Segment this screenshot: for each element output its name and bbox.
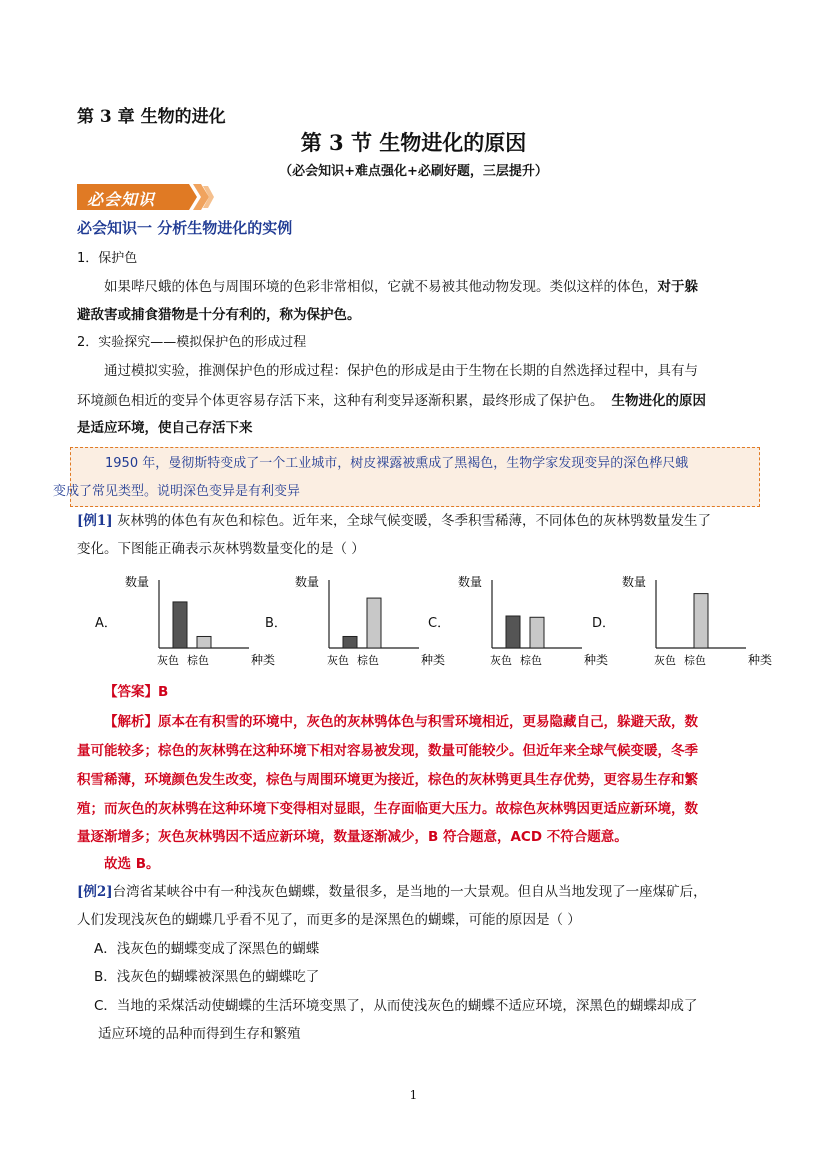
- bar-gray: [506, 616, 520, 648]
- category-label-gray: 灰色: [327, 654, 349, 667]
- bar-brown: [694, 594, 708, 648]
- chart-option-letter: B．: [265, 616, 287, 631]
- y-axis-label: 数量: [458, 575, 483, 589]
- answer-label: 【答案】: [104, 684, 158, 700]
- analysis-line2: 量可能较多；棕色的灰林鸮在这种环境下相对容易被发现，数量可能较少。但近年来全球气候变暖，冬季: [77, 743, 698, 759]
- example2-option-c-line1: C．当地的采煤活动使蝴蝶的生活环境变黑了，从而使浅灰色的蝴蝶不适应环境，深黑色的蝴蝶却成了: [94, 998, 698, 1014]
- section-title: 第 3 节 生物进化的原因: [300, 130, 527, 155]
- chart-option-letter: A．: [95, 616, 117, 631]
- category-label-brown: 棕色: [187, 654, 209, 667]
- analysis-label: 【解析】: [104, 714, 158, 730]
- subtitle: （必会知识+难点强化+必刷好题，三层提升）: [279, 164, 548, 179]
- callout-text: [53, 450, 751, 506]
- analysis-line5: 量逐渐增多；灰色灰林鸮因不适应新环境，数量逐渐减少，B 符合题意，ACD 不符合题意。: [77, 829, 628, 845]
- category-label-gray: 灰色: [654, 654, 676, 667]
- x-axis-label: 种类: [421, 653, 446, 667]
- callout-line1: 1950 年，曼彻斯特变成了一个工业城市，树皮裸露被熏成了黑褐色，生物学家发现变异的深色桦尺蛾: [105, 456, 689, 471]
- example2-label: [例2]: [77, 884, 113, 900]
- choose-answer: 故选 B。: [104, 856, 160, 872]
- example2-text1: 台湾省某峡谷中有一种浅灰色蝴蝶，数量很多，是当地的一大景观。但自从当地发现了一座煤矿后，: [112, 884, 707, 900]
- bar-gray: [343, 636, 357, 648]
- chart-option-letter: D．: [592, 616, 616, 631]
- callout-line2: 变成了常见类型。说明深色变异是有利变异: [53, 484, 301, 499]
- item2-line2: [77, 387, 706, 415]
- x-axis-label: 种类: [584, 653, 609, 667]
- chapter-heading: 第 3 章 生物的进化: [77, 107, 226, 127]
- bar-brown: [197, 636, 211, 648]
- category-label-gray: 灰色: [490, 654, 512, 667]
- knowledge-title: 必会知识一 分析生物进化的实例: [77, 219, 293, 237]
- chart-option-letter: C．: [428, 616, 451, 631]
- analysis-line1: [104, 708, 698, 736]
- analysis-text1: 原本在有积雪的环境中，灰色的灰林鸮体色与积雪环境相近，更易隐藏自己，躲避天敌，数: [158, 714, 698, 730]
- example1-line2: 变化。下图能正确表示灰林鸮数量变化的是（ ）: [77, 541, 365, 557]
- item2-line2-b: 生物进化的原因: [611, 393, 706, 409]
- item1-text-a: 如果哔尺蛾的体色与周围环境的色彩非常相似，它就不易被其他动物发现。类似这样的体色，: [104, 279, 658, 295]
- answer-value: B: [158, 684, 169, 700]
- item1-heading: 1．保护色: [77, 251, 138, 266]
- page-number: 1: [409, 1088, 418, 1102]
- bar-gray: [173, 602, 187, 648]
- x-axis-label: 种类: [748, 653, 773, 667]
- analysis-line3: 积雪稀薄，环境颜色发生改变，棕色与周围环境更为接近，棕色的灰林鸮更具生存优势，更容易生存和繁: [77, 772, 698, 788]
- answer-line: [104, 678, 168, 706]
- callout-box: [53, 447, 760, 507]
- item2-heading: 2．实验探究——模拟保护色的形成过程: [77, 335, 307, 350]
- bar-chart: [125, 570, 285, 670]
- example2-option-c-line2: 适应环境的品种而得到生存和繁殖: [98, 1026, 301, 1042]
- item2-line2-a: 环境颜色相近的变异个体更容易存活下来，这种有利变异逐渐积累，最终形成了保护色。: [77, 393, 604, 409]
- example2-line2: 人们发现浅灰色的蝴蝶几乎看不见了，而更多的是深黑色的蝴蝶，可能的原因是（ ）: [77, 912, 581, 928]
- y-axis-label: 数量: [295, 575, 320, 589]
- category-label-brown: 棕色: [520, 654, 542, 667]
- item2-line3: 是适应环境，使自己存活下来: [77, 420, 253, 436]
- item2-line1: 通过模拟实验，推测保护色的形成过程：保护色的形成是由于生物在长期的自然选择过程中，具有与: [104, 363, 698, 379]
- bar-brown: [367, 598, 381, 648]
- category-label-brown: 棕色: [684, 654, 706, 667]
- banner-label: 必会知识: [87, 190, 156, 209]
- example1-label: [例1]: [77, 513, 113, 529]
- example1-text1: 灰林鸮的体色有灰色和棕色。近年来，全球气候变暖，冬季积雪稀薄，不同体色的灰林鸮数量发生了: [116, 513, 711, 529]
- example2-line1: [77, 878, 707, 906]
- bar-brown: [530, 617, 544, 648]
- example2-option-b: B．浅灰色的蝴蝶被深黑色的蝴蝶吃了: [94, 969, 320, 985]
- y-axis-label: 数量: [125, 575, 150, 589]
- y-axis-label: 数量: [622, 575, 647, 589]
- category-label-gray: 灰色: [157, 654, 179, 667]
- example1-line1: [77, 507, 711, 535]
- item1-line1: [104, 273, 698, 301]
- category-label-brown: 棕色: [357, 654, 379, 667]
- item1-line2: 避敌害或捕食猎物是十分有利的，称为保护色。: [77, 307, 361, 323]
- bar-chart: [622, 570, 782, 670]
- x-axis-label: 种类: [251, 653, 276, 667]
- analysis-line4: 殖；而灰色的灰林鸮在这种环境下变得相对显眼，生存面临更大压力。故棕色灰林鸮因更适应新环境，数: [77, 801, 698, 817]
- item1-text-b: 对于躲: [657, 279, 698, 295]
- section-banner: [77, 182, 215, 212]
- example2-option-a: A．浅灰色的蝴蝶变成了深黑色的蝴蝶: [94, 941, 320, 957]
